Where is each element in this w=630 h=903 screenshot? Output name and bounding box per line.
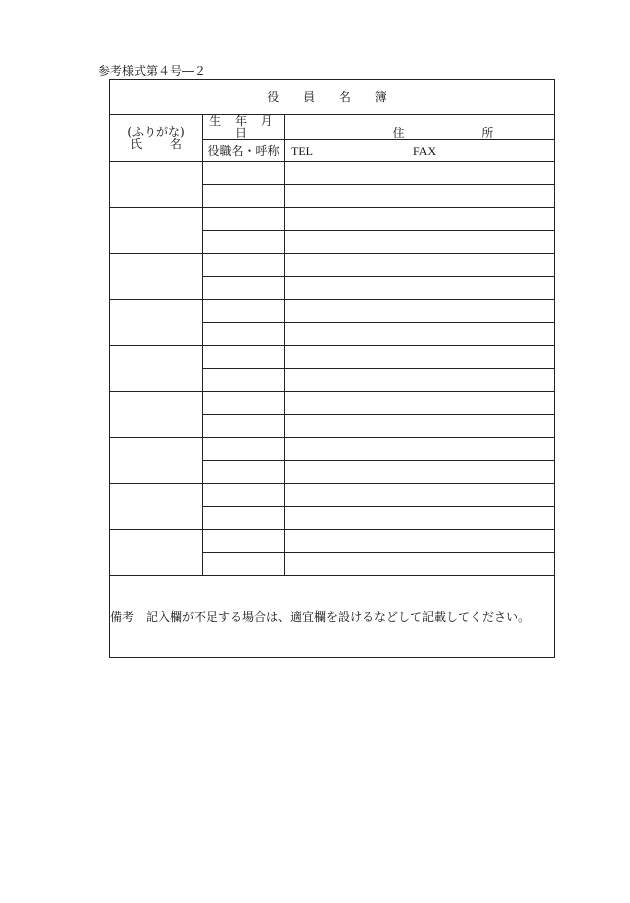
- officer-row-top: [110, 208, 555, 231]
- contact-cell[interactable]: [285, 369, 555, 392]
- address-cell[interactable]: [285, 300, 555, 323]
- form-number-label: 参考様式第４号―２: [98, 64, 207, 78]
- position-cell[interactable]: [203, 277, 285, 300]
- officer-name-cell[interactable]: [110, 346, 203, 392]
- officer-roster-table: [109, 79, 555, 658]
- notes-row: [110, 576, 555, 658]
- birthdate-header: 生 年 月 日: [203, 115, 285, 140]
- officer-row-top: [110, 438, 555, 461]
- officer-name-cell[interactable]: [110, 162, 203, 208]
- position-cell[interactable]: [203, 461, 285, 484]
- contact-cell[interactable]: [285, 185, 555, 208]
- contact-cell[interactable]: [285, 415, 555, 438]
- address-cell[interactable]: [285, 392, 555, 415]
- position-cell[interactable]: [203, 415, 285, 438]
- contact-header: [285, 140, 555, 162]
- birthdate-cell[interactable]: [203, 484, 285, 507]
- contact-cell[interactable]: [285, 277, 555, 300]
- birthdate-cell[interactable]: [203, 254, 285, 277]
- address-cell[interactable]: [285, 438, 555, 461]
- officer-name-cell[interactable]: [110, 300, 203, 346]
- officer-row-top: [110, 300, 555, 323]
- fax-label: FAX: [413, 143, 437, 158]
- contact-cell[interactable]: [285, 461, 555, 484]
- officer-name-cell[interactable]: [110, 392, 203, 438]
- officer-name-cell[interactable]: [110, 438, 203, 484]
- birthdate-cell[interactable]: [203, 162, 285, 185]
- birthdate-cell[interactable]: [203, 346, 285, 369]
- officer-name-cell[interactable]: [110, 254, 203, 300]
- address-cell[interactable]: [285, 208, 555, 231]
- position-cell[interactable]: [203, 553, 285, 576]
- position-cell[interactable]: [203, 323, 285, 346]
- position-header: 役職名・呼称: [203, 140, 285, 162]
- address-header: [285, 115, 555, 140]
- officer-row-top: [110, 254, 555, 277]
- position-cell[interactable]: [203, 231, 285, 254]
- furigana-label: (ふりがな): [127, 125, 185, 139]
- name-label: 氏 名: [130, 137, 182, 151]
- officer-row-top: [110, 162, 555, 185]
- contact-cell[interactable]: [285, 231, 555, 254]
- birthdate-cell[interactable]: [203, 208, 285, 231]
- contact-cell[interactable]: [285, 323, 555, 346]
- birthdate-cell[interactable]: [203, 530, 285, 553]
- officer-row-top: [110, 346, 555, 369]
- address-label-left: 住: [392, 126, 405, 140]
- address-cell[interactable]: [285, 530, 555, 553]
- position-cell[interactable]: [203, 369, 285, 392]
- address-label-right: 所: [481, 126, 494, 140]
- tel-label: TEL: [291, 143, 313, 158]
- contact-cell[interactable]: [285, 507, 555, 530]
- position-cell[interactable]: [203, 507, 285, 530]
- officer-name-cell[interactable]: [110, 484, 203, 530]
- officer-row-top: [110, 484, 555, 507]
- name-header: [110, 115, 203, 162]
- notes-text: 備考 記入欄が不足する場合は、適宜欄を設けるなどして記載してください。: [110, 576, 555, 658]
- address-cell[interactable]: [285, 254, 555, 277]
- address-cell[interactable]: [285, 346, 555, 369]
- birthdate-cell[interactable]: [203, 300, 285, 323]
- birthdate-cell[interactable]: [203, 392, 285, 415]
- officer-row-top: [110, 530, 555, 553]
- officer-name-cell[interactable]: [110, 530, 203, 576]
- address-cell[interactable]: [285, 162, 555, 185]
- address-cell[interactable]: [285, 484, 555, 507]
- table-title: 役 員 名 簿: [110, 80, 555, 115]
- officer-row-top: [110, 392, 555, 415]
- contact-cell[interactable]: [285, 553, 555, 576]
- birthdate-cell[interactable]: [203, 438, 285, 461]
- position-cell[interactable]: [203, 185, 285, 208]
- officer-name-cell[interactable]: [110, 208, 203, 254]
